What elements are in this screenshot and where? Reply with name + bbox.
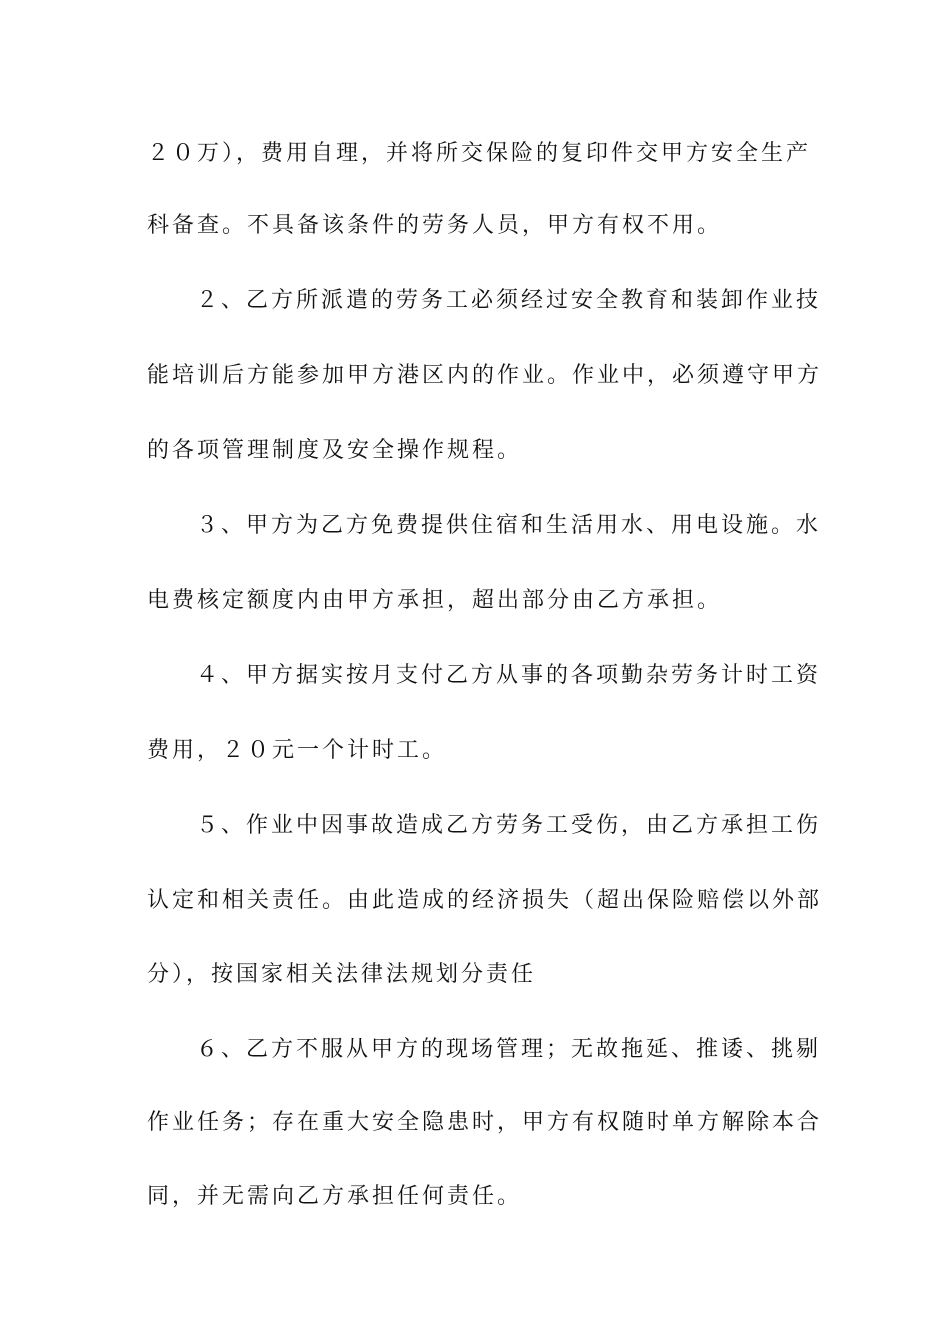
paragraph-4-start: ４、甲方据实按月支付乙方从事的各项勤杂劳务计时工资 (196, 663, 822, 688)
text-line: 费用，２０元一个计时工。 (147, 738, 448, 763)
paragraph-5-start: ５、作业中因事故造成乙方劳务工受伤，由乙方承担工伤 (196, 813, 822, 838)
paragraph-6-start: ６、乙方不服从甲方的现场管理；无故拖延、推诿、挑剔 (196, 1037, 822, 1062)
text-line: 作业任务；存在重大安全隐患时，甲方有权随时单方解除本合 (147, 1110, 823, 1135)
text-line: 同，并无需向乙方承担任何责任。 (147, 1184, 523, 1209)
text-line: 的各项管理制度及安全操作规程。 (147, 438, 523, 463)
text-line: 科备查。不具备该条件的劳务人员，甲方有权不用。 (147, 213, 723, 238)
text-line: 分），按国家相关法律法规划分责任 (147, 962, 537, 987)
paragraph-3-start: ３、甲方为乙方免费提供住宿和生活用水、用电设施。水 (196, 513, 822, 538)
paragraph-2-start: ２、乙方所派遣的劳务工必须经过安全教育和装卸作业技 (196, 288, 822, 313)
text-line: 电费核定额度内由甲方承担，超出部分由乙方承担。 (147, 588, 723, 613)
text-line: ２０万），费用自理，并将所交保险的复印件交甲方安全生产 (147, 141, 812, 166)
text-line: 能培训后方能参加甲方港区内的作业。作业中，必须遵守甲方 (147, 363, 823, 388)
text-line: 认定和相关责任。由此造成的经济损失（超出保险赔偿以外部 (147, 888, 823, 913)
